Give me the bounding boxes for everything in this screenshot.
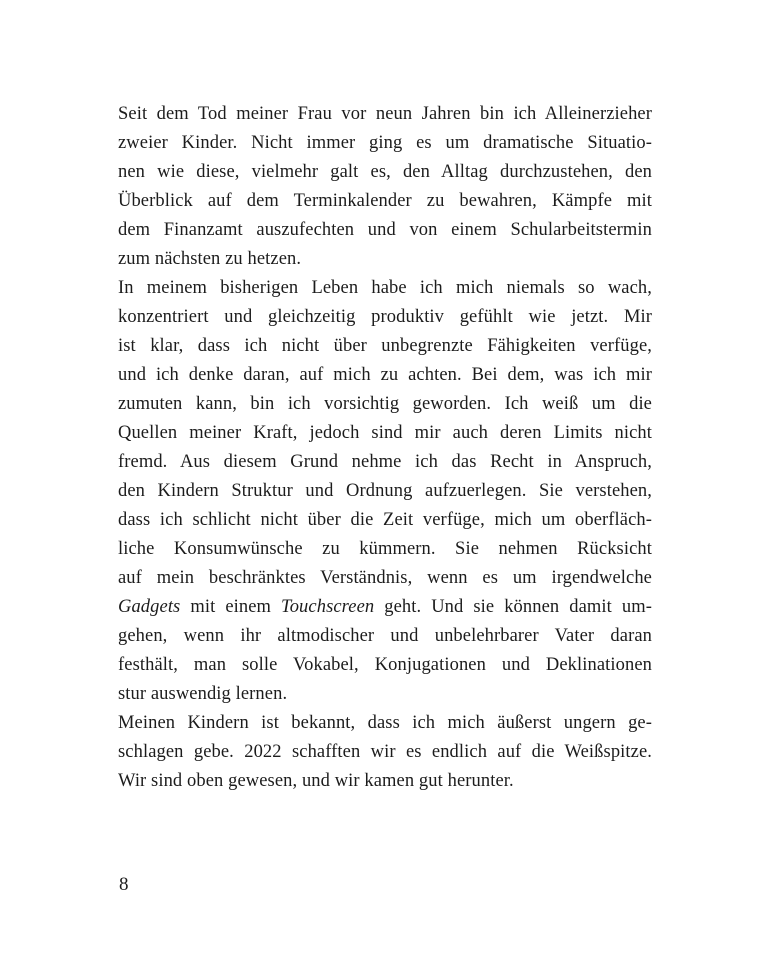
text-line: Wir sind oben gewesen, und wir kamen gut herunter.	[118, 771, 514, 791]
text-line: auf mein beschränktes Verständnis, wenn es um irgendwelche	[118, 568, 652, 588]
text-line: festhält, man solle Vokabel, Konjugationen und Deklinationen	[118, 655, 652, 675]
text-line: den Kindern Struktur und Ordnung aufzuerlegen. Sie verstehen,	[118, 481, 652, 501]
text-line: liche Konsumwünsche zu kümmern. Sie nehmen Rücksicht	[118, 539, 652, 559]
italic-text: Touchscreen	[281, 597, 375, 617]
text-block	[118, 100, 652, 796]
text-segment: geht. Und sie können damit um-	[374, 597, 652, 617]
text-line: fremd. Aus diesem Grund nehme ich das Recht in Anspruch,	[118, 452, 652, 472]
text-line: schlagen gebe. 2022 schafften wir es endlich auf die Weißspitze.	[118, 742, 652, 762]
text-line: Meinen Kindern ist bekannt, dass ich mich äußerst ungern ge-	[118, 713, 652, 733]
text-line: In meinem bisherigen Leben habe ich mich niemals so wach,	[118, 278, 652, 298]
text-line: konzentriert und gleichzeitig produktiv gefühlt wie jetzt. Mir	[118, 307, 652, 327]
text-line: zweier Kinder. Nicht immer ging es um dramatische Situatio-	[118, 133, 652, 153]
text-line: dass ich schlicht nicht über die Zeit verfüge, mich um oberfläch-	[118, 510, 652, 530]
text-line: ist klar, dass ich nicht über unbegrenzte Fähigkeiten verfüge,	[118, 336, 652, 356]
text-line: zumuten kann, bin ich vorsichtig geworden. Ich weiß um die	[118, 394, 652, 414]
page-number: 8	[119, 874, 129, 895]
text-line: stur auswendig lernen.	[118, 684, 288, 704]
paragraph	[118, 100, 652, 274]
text-segment: mit einem	[180, 597, 282, 617]
paragraph	[118, 709, 652, 796]
italic-text: Gadgets	[118, 597, 181, 617]
text-line: Quellen meiner Kraft, jedoch sind mir auch deren Limits nicht	[118, 423, 652, 443]
text-line: und ich denke daran, auf mich zu achten. Bei dem, was ich mir	[118, 365, 652, 385]
text-line	[118, 593, 652, 622]
text-line: gehen, wenn ihr altmodischer und unbelehrbarer Vater daran	[118, 626, 652, 646]
text-line: zum nächsten zu hetzen.	[118, 249, 302, 269]
paragraph	[118, 274, 652, 709]
text-line: nen wie diese, vielmehr galt es, den Alltag durchzustehen, den	[118, 162, 652, 182]
text-line: Überblick auf dem Terminkalender zu bewahren, Kämpfe mit	[118, 191, 652, 211]
text-line: dem Finanzamt auszufechten und von einem Schularbeitstermin	[118, 220, 652, 240]
text-line: Seit dem Tod meiner Frau vor neun Jahren bin ich Alleinerzieher	[118, 104, 652, 124]
